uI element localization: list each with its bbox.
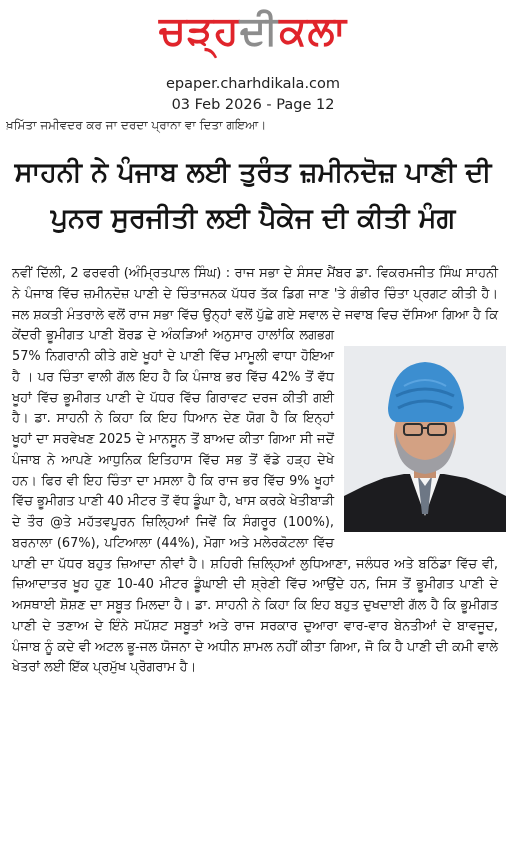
newspaper-logo [159,6,347,56]
logo-part-gray: ਦੀ [239,8,280,54]
edition-date-page: 03 Feb 2026 - Page 12 [171,97,335,113]
masthead [0,6,506,70]
logo-part-red-left: ਚੜ੍ਹ [159,8,240,54]
article-body [12,264,498,679]
article-body-continued: ਜਵਾਬ ਵਿਚ ਦੱਸਿਆ ਗਿਆ ਹੈ ਕਿ ਕੇਂਦਰੀ ਭੂਮੀਗਤ ਪਾਣੀ ਬੋਰਡ ਦੇ ਅੰਕੜਿਆਂ ਅਨੁਸਾਰ ਹਾਲਾਂਕਿ ਲਗਭਗ 57% ਨਿਗਰਾਨੀ ਕੀਤੇ ਗਏ ਖੂਹਾਂ ਦੇ ਪਾਣੀ ਵਿੱਚ ਮਾਮੂਲੀ ਵਾਧਾ ਹੋਇਆ ਹੈ । ਪਰ ਚਿੰਤਾ ਵਾਲੀ ਗੱਲ ਇਹ ਹੈ ਕਿ ਪੰਜਾਬ ਭਰ ਵਿੱਚ 42% ਤੋਂ ਵੱਧ ਖੂਹਾਂ ਵਿੱਚ ਭੂਮੀਗਤ ਪਾਣੀ ਦੇ ਪੱਧਰ ਵਿੱਚ ਗਿਰਾਵਟ ਦਰਜ ਕੀਤੀ ਗਈ ਹੈ। ਡਾ. ਸਾਹਨੀ ਨੇ ਕਿਹਾ ਕਿ ਇਹ ਧਿਆਨ ਦੇਣ ਯੋਗ ਹੈ ਕਿ ਇਨ੍ਹਾਂ ਖੂਹਾਂ ਦਾ ਸਰਵੇਖਣ 2025 ਦੇ ਮਾਨਸੂਨ ਤੋਂ ਬਾਅਦ ਕੀਤਾ ਗਿਆ ਸੀ ਜਦੋਂ ਪੰਜਾਬ ਨੇ ਆਪਣੇ ਆਧੁਨਿਕ ਇਤਿਹਾਸ ਵਿੱਚ ਸਭ ਤੋਂ ਵੱਡੇ ਹੜ੍ਹ ਦੇਖੇ ਹਨ। ਫਿਰ ਵੀ ਇਹ ਚਿੰਤਾ ਦਾ ਮਸਲਾ ਹੈ ਕਿ ਰਾਜ ਭਰ ਵਿੱਚ 9% ਖੂਹਾਂ ਵਿੱਚ ਭੂਮੀਗਤ ਪਾਣੀ 40 ਮੀਟਰ ਤੋਂ ਵੱਧ ਡੂੰਘਾ ਹੈ, ਖਾਸ ਕਰਕੇ ਖੇਤੀਬਾੜੀ ਦੇ ਤੌਰ @ਤੇ ਮਹੱਤਵਪੂਰਨ ਜ਼ਿਲ੍ਹਿਆਂ ਜਿਵੇਂ ਕਿ ਸੰਗਰੂਰ (100%), ਬਰਨਾਲਾ (67%), ਪਟਿਆਲਾ (44%), ਮੋਗਾ ਅਤੇ ਮਲੇਰਕੋਟਲਾ ਵਿੱਚ ਪਾਣੀ ਦਾ ਪੱਧਰ ਬਹੁਤ ਜ਼ਿਆਦਾ ਨੀਵਾਂ ਹੈ। ਸ਼ਹਿਰੀ ਜ਼ਿਲ੍ਹਿਆਂ ਲੁਧਿਆਣਾ, ਜਲੰਧਰ ਅਤੇ ਬਠਿੰਡਾ ਵਿੱਚ ਵੀ, ਜ਼ਿਆਦਾਤਰ ਖੂਹ ਹੁਣ 10-40 ਮੀਟਰ ਡੂੰਘਾਈ ਦੀ ਸ਼੍ਰੇਣੀ ਵਿੱਚ ਆਉਂਦੇ ਹਨ, ਜਿਸ ਤੋਂ ਭੂਮੀਗਤ ਪਾਣੀ ਦੇ ਅਸਥਾਈ ਸ਼ੋਸ਼ਣ ਦਾ ਸਬੂਤ ਮਿਲਦਾ ਹੈ। ਡਾ. ਸਾਹਨੀ ਨੇ ਕਿਹਾ ਕਿ ਇਹ ਬਹੁਤ ਦੁਖਦਾਈ ਗੱਲ ਹੈ ਕਿ ਭੂਮੀਗਤ ਪਾਣੀ ਦੇ ਤਣਾਅ ਦੇ ਇੰਨੇ ਸਪੱਸ਼ਟ ਸਬੂਤਾਂ ਅਤੇ ਰਾਜ ਸਰਕਾਰ ਦੁਆਰਾ ਵਾਰ-ਵਾਰ ਬੇਨਤੀਆਂ ਦੇ ਬਾਵਜੂਦ, ਪੰਜਾਬ ਨੂੰ ਕਦੇ ਵੀ ਅਟਲ ਭੂ-ਜਲ ਯੋਜਨਾ ਦੇ ਅਧੀਨ ਸ਼ਾਮਲ ਨਹੀਂ ਕੀਤਾ ਗਿਆ, ਜੋ ਕਿ ਹੈ ਪਾਣੀ ਦੀ ਕਮੀ ਵਾਲੇ ਖੇਤਰਾਂ ਲਈ ਇੱਕ ਪ੍ਰਮੁੱਖ ਪ੍ਰੋਗਰਾਮ ਹੈ। [12,307,498,676]
previous-article-cut-line: ਖ਼ਮਿੱਤਾ ਜਮੀਵਦਰ ਕਰ ਜਾ ਦਰਦਾ ਪ੍ਰਾਨਾ ਵਾ ਦਿਤਾ ਗਇਆ। [6,118,267,132]
article-headline: ਸਾਹਨੀ ਨੇ ਪੰਜਾਬ ਲਈ ਤੁਰੰਤ ਜ਼ਮੀਨਦੋਜ਼ ਪਾਣੀ ਦੀ ਪੁਨਰ ਸੁਰਜੀਤੀ ਲਈ ਪੈਕੇਜ ਦੀ ਕੀਤੀ ਮੰਗ [14,157,492,234]
portrait-illustration [344,346,506,532]
article-body-lead: ਨਵੀਂ ਦਿੱਲੀ, 2 ਫਰਵਰੀ (ਅੰਮ੍ਰਿਤਪਾਲ ਸਿੰਘ) : ਰਾਜ ਸਭਾ ਦੇ ਸੰਸਦ ਮੈਂਬਰ ਡਾ. ਵਿਕਰਮਜੀਤ ਸਿੰਘ ਸਾਹਨੀ ਨੇ ਪੰਜਾਬ ਵਿੱਚ ਜ਼ਮੀਨਦੋਜ਼ ਪਾਣੀ ਦੇ ਚਿੰਤਾਜਨਕ ਪੱਧਰ ਤੱਕ ਡਿਗ ਜਾਣ 'ਤੇ ਗੰਭੀਰ ਚਿੰਤਾ ਪ੍ਰਗਟ ਕੀਤੀ ਹੈ। ਜਲ ਸ਼ਕਤੀ ਮੰਤਰਾਲੇ ਵਲੋਂ ਰਾਜ ਸਭਾ ਵਿੱਚ ਉਨ੍ਹਾਂ ਵਲੋਂ ਪੁੱਛੇ ਗਏ ਸਵਾਲ ਦੇ [12,266,498,323]
portrait-photo [344,346,506,532]
logo-part-red-right: ਕਲਾ [279,8,347,54]
epaper-site-url[interactable]: epaper.charhdikala.com [165,76,341,92]
